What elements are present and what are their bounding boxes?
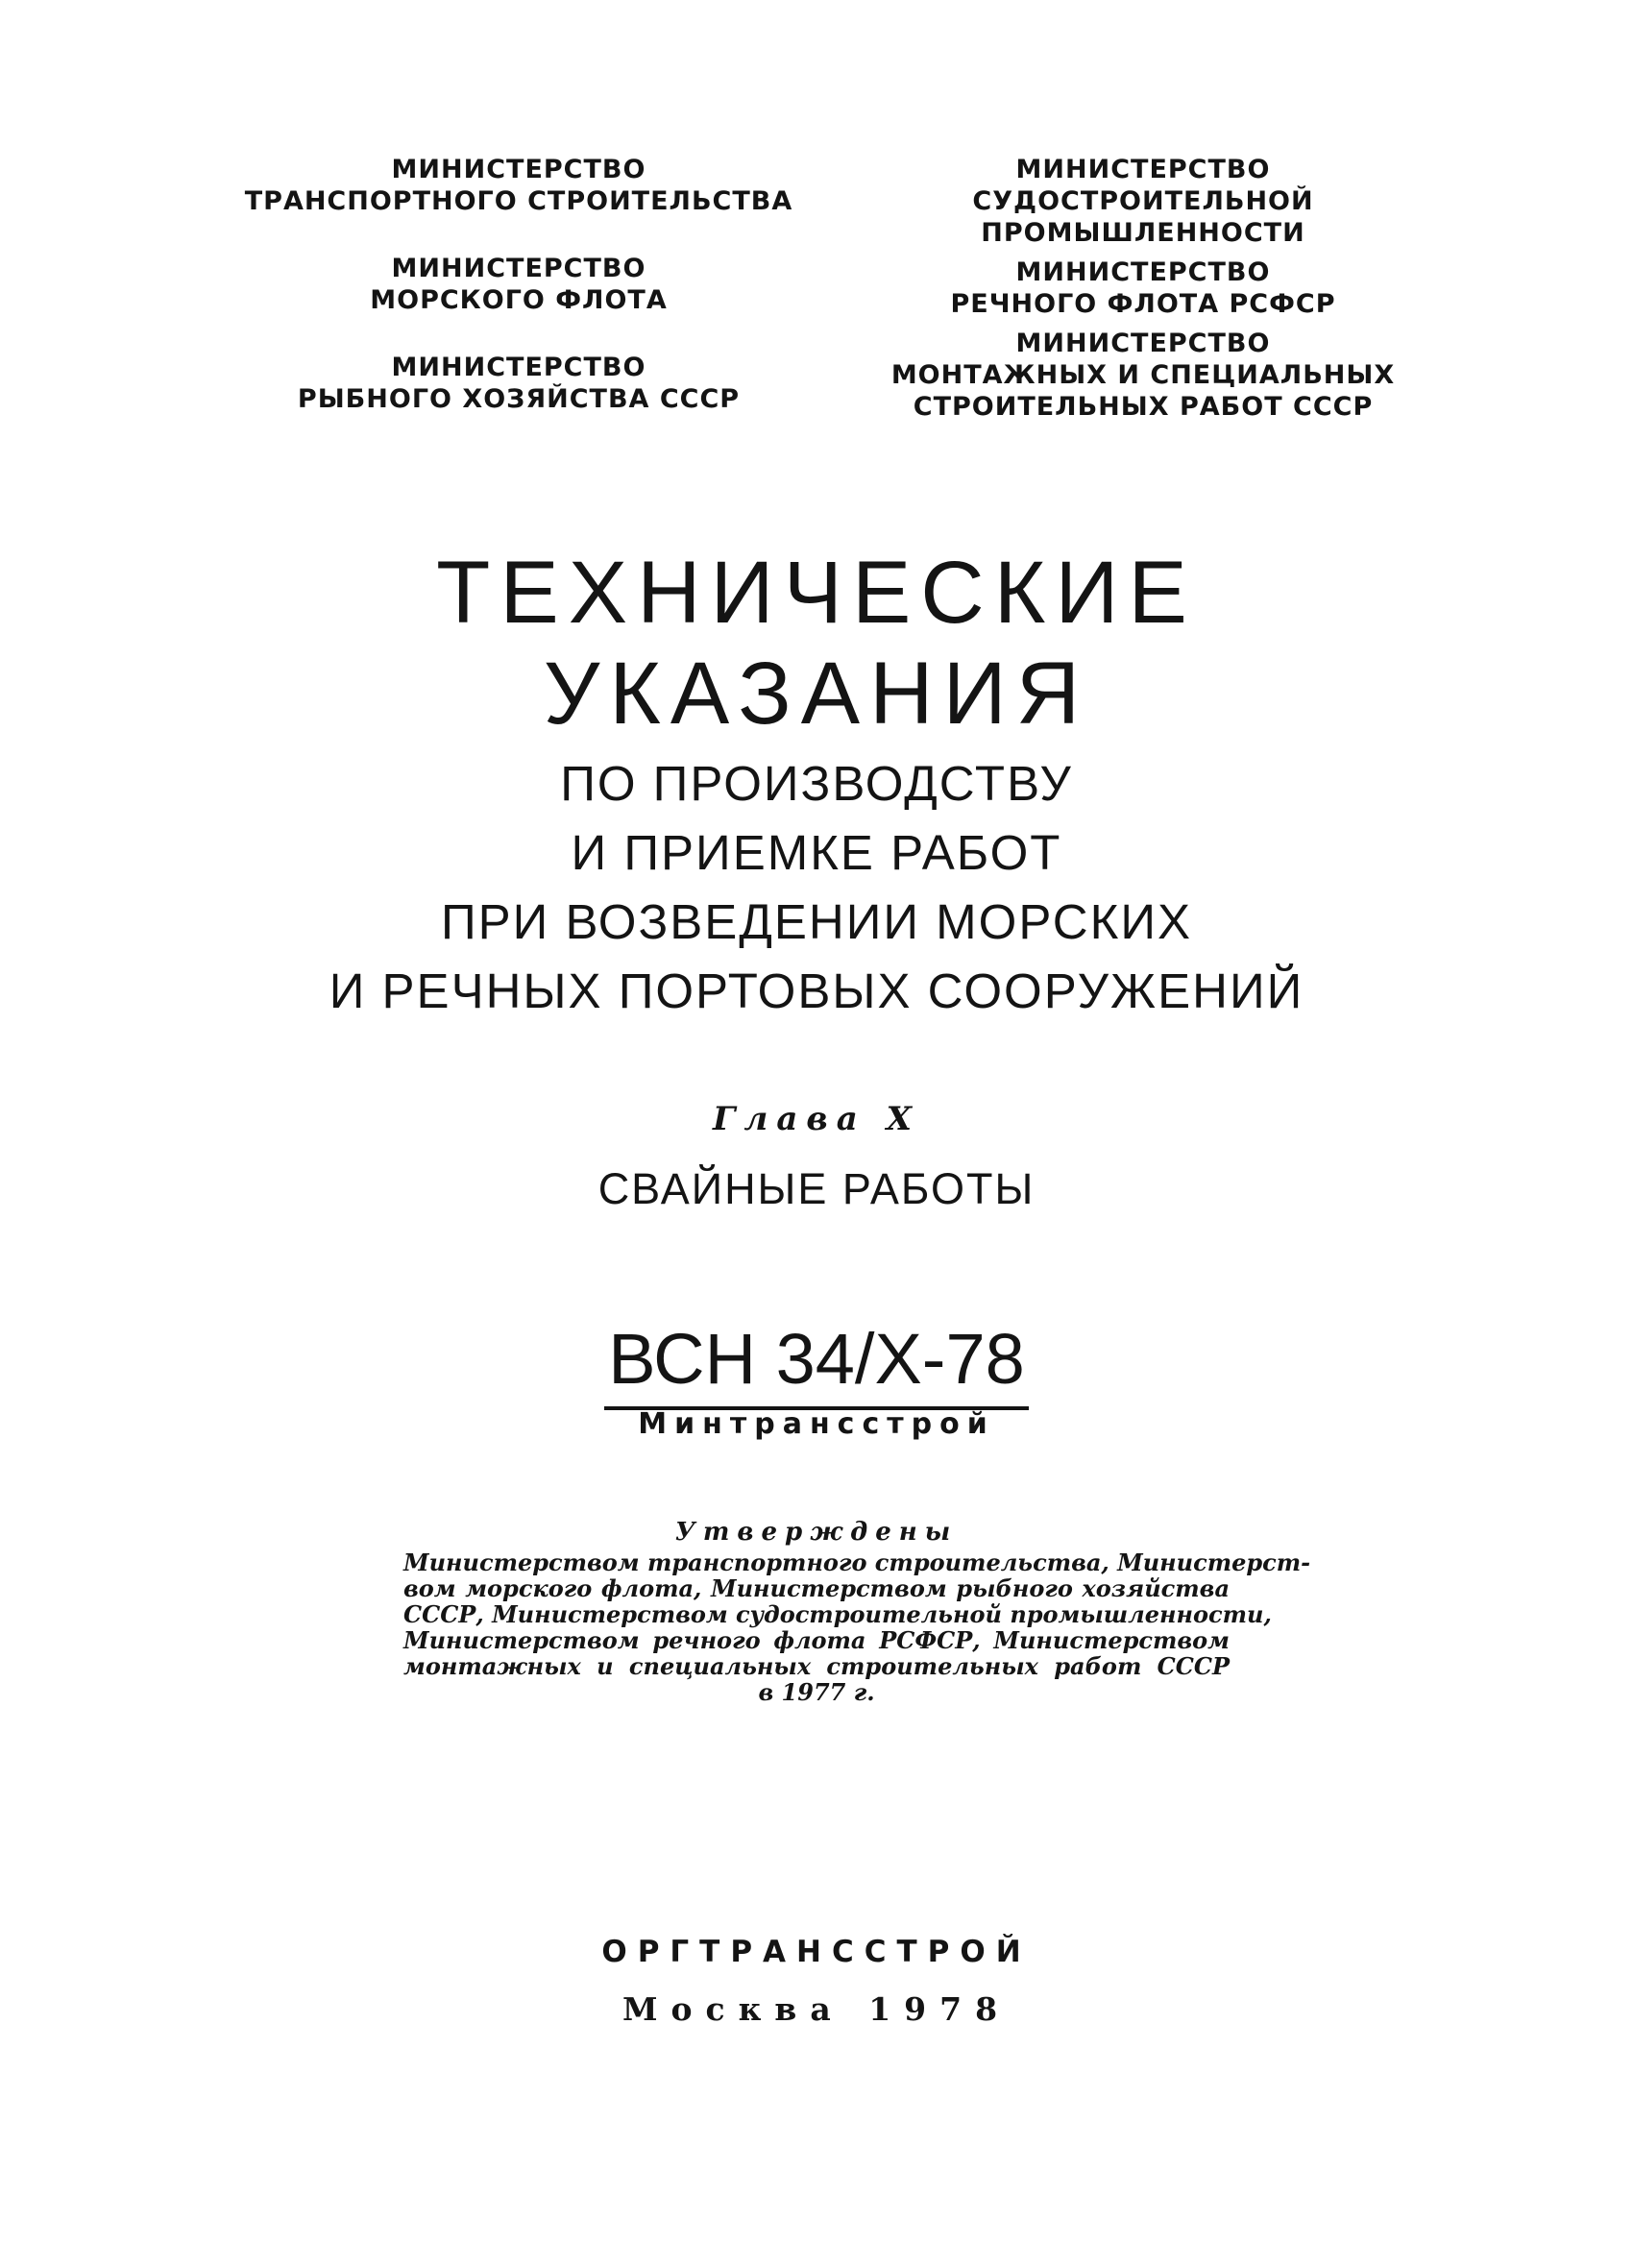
ministry-line: РЕЧНОГО ФЛОТА РСФСР [950,289,1336,319]
approval-line: Министерством транспортного строительства, Министерст- [403,1549,1311,1576]
approval-line: монтажных и специальных строительных работ СССР [403,1652,1230,1680]
ministry-line: МИНИСТЕРСТВО [1015,329,1271,358]
ministry-fisheries [221,352,816,415]
publication-place-year: Москва 1978 [622,1990,1011,2028]
ministry-line: МИНИСТЕРСТВО [391,155,646,184]
ministry-line: МИНИСТЕРСТВО [1015,257,1271,287]
ministry-line: МОРСКОГО ФЛОТА [370,285,668,315]
title-main-line: УКАЗАНИЯ [543,645,1090,743]
ministry-shipbuilding [845,154,1441,249]
title-sub-line: И ПРИЕМКЕ РАБОТ [571,825,1062,880]
ministry-line: ПРОМЫШЛЕННОСТИ [981,218,1305,248]
publisher-name: ОРГТРАНССТРОЙ [601,1935,1032,1969]
document-code-wrap [0,1318,1633,1410]
ministries-right-column [845,154,1441,430]
issuing-organization: Минтрансстрой [638,1407,995,1441]
ministry-line: СТРОИТЕЛЬНЫХ РАБОТ СССР [913,392,1374,422]
ministry-line: ТРАНСПОРТНОГО СТРОИТЕЛЬСТВА [244,186,793,216]
title-sub-line: И РЕЧНЫХ ПОРТОВЫХ СООРУЖЕНИЙ [329,963,1304,1018]
ministry-transport [221,154,816,217]
ministry-line: МИНИСТЕРСТВО [391,254,646,283]
approval-body [403,1549,1311,1706]
ministry-line: СУДОСТРОИТЕЛЬНОЙ [972,186,1314,216]
ministry-installation-works [845,328,1441,423]
chapter-title: СВАЙНЫЕ РАБОТЫ [597,1164,1036,1213]
approval-line: СССР, Министерством судостроительной промышленности, [403,1600,1272,1628]
ministry-line: МИНИСТЕРСТВО [391,353,646,382]
ministry-marine-fleet [221,253,816,316]
approval-note [403,1518,1311,1706]
ministry-line: МОНТАЖНЫХ И СПЕЦИАЛЬНЫХ [890,360,1396,390]
approval-line: вом морского флота, Министерством рыбного хозяйства [403,1574,1230,1602]
title-sub-line: ПО ПРОИЗВОДСТВУ [560,756,1073,811]
ministry-river-fleet [845,256,1441,320]
chapter-label: Глава X [713,1100,920,1138]
document-code: ВСН 34/X-78 [604,1318,1029,1410]
document-title [0,543,1633,1026]
approval-line: в 1977 г. [758,1678,875,1706]
ministry-line: МИНИСТЕРСТВО [1015,155,1271,184]
approval-heading: Утверждены [674,1518,959,1547]
title-sub-line: ПРИ ВОЗВЕДЕНИИ МОРСКИХ [440,894,1192,949]
title-main [0,543,1633,744]
approval-line: Министерством речного флота РСФСР, Министерством [403,1626,1230,1654]
title-main-line: ТЕХНИЧЕСКИЕ [436,544,1197,642]
ministry-line: РЫБНОГО ХОЗЯЙСТВА СССР [297,384,741,414]
ministries-left-column [221,154,816,451]
title-subtitle [0,749,1633,1026]
